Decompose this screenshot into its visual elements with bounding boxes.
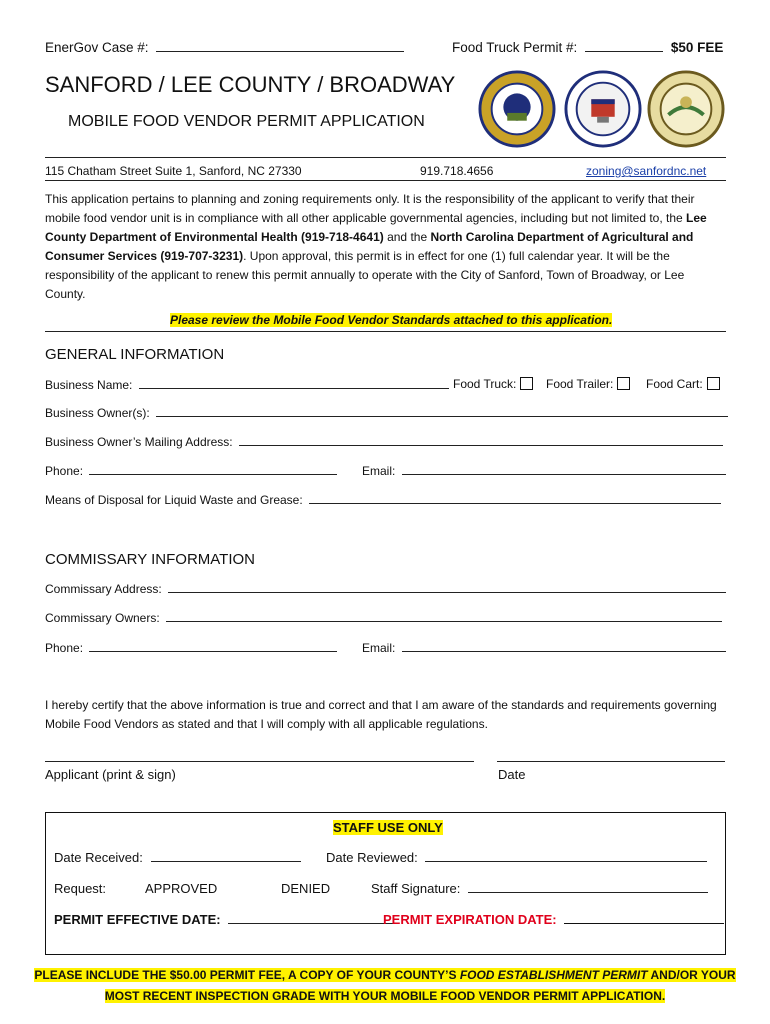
business-name-line[interactable] — [139, 377, 449, 389]
case-number-line[interactable] — [156, 40, 404, 52]
business-phone-field[interactable]: Phone: — [45, 463, 337, 478]
office-email-link[interactable]: zoning@sanfordnc.net — [586, 164, 707, 178]
permit-number-field[interactable] — [452, 40, 723, 55]
business-name-field[interactable]: Business Name: — [45, 377, 449, 392]
town-of-broadway-seal — [647, 70, 725, 148]
commissary-address-field[interactable]: Commissary Address: — [45, 581, 726, 596]
fee-label: $50 FEE — [670, 40, 724, 55]
commissary-owners-field[interactable]: Commissary Owners: — [45, 610, 722, 625]
review-note: Please review the Mobile Food Vendor Standards attached to this application. — [170, 313, 613, 327]
approved-option[interactable]: APPROVED — [145, 881, 218, 896]
footer-notice — [0, 965, 770, 1007]
general-info-heading: GENERAL INFORMATION — [45, 346, 225, 363]
permit-number-label: Food Truck Permit #: — [452, 40, 578, 55]
effective-date-field[interactable]: PERMIT EFFECTIVE DATE: — [54, 912, 398, 927]
food-truck-option[interactable]: Food Truck: — [453, 377, 533, 391]
footer-line-1: PLEASE INCLUDE THE $50.00 PERMIT FEE, A COPY OF YOUR COUNTY’S FOOD ESTABLISHMENT PERMIT AND/OR YOUR — [34, 968, 736, 982]
effective-date-line[interactable] — [228, 912, 398, 924]
commissary-address-line[interactable] — [168, 581, 726, 593]
staff-signature-field[interactable]: Staff Signature: — [371, 881, 708, 896]
expiration-date-line[interactable] — [564, 912, 724, 924]
request-label: Request: — [54, 881, 107, 896]
date-reviewed-line[interactable] — [425, 850, 707, 862]
agriculture-agency: North Carolina Department of Agricultural and Consumer Services (919-707-3231) — [45, 230, 694, 263]
office-address: 115 Chatham Street Suite 1, Sanford, NC 27330 — [45, 164, 302, 178]
business-owners-line[interactable] — [156, 405, 728, 417]
page-subtitle: MOBILE FOOD VENDOR PERMIT APPLICATION — [68, 113, 425, 130]
business-owners-field[interactable]: Business Owner(s): — [45, 405, 728, 420]
denied-option[interactable]: DENIED — [281, 881, 331, 896]
business-phone-line[interactable] — [89, 463, 337, 475]
food-cart-checkbox[interactable] — [707, 377, 720, 390]
food-truck-checkbox[interactable] — [520, 377, 533, 390]
mailing-address-line[interactable] — [239, 434, 723, 446]
environmental-health-agency: Lee County Department of Environmental Health (919-718-4641) — [45, 211, 707, 244]
contact-rule — [45, 180, 726, 181]
permit-number-line[interactable] — [585, 40, 663, 52]
intro-rule — [45, 331, 726, 332]
food-cart-option[interactable]: Food Cart: — [646, 377, 720, 391]
applicant-signature-line[interactable] — [45, 761, 474, 762]
date-received-line[interactable] — [151, 850, 301, 862]
certification-text: I hereby certify that the above information is true and correct and that I am aware of the standards and requirements governing Mobile Food Vendors as stated and that I will comply with all applicable regulations. — [45, 698, 717, 731]
applicant-date-line[interactable] — [497, 761, 725, 762]
date-label: Date — [498, 767, 526, 782]
commissary-phone-line[interactable] — [89, 640, 337, 652]
waste-disposal-line[interactable] — [309, 492, 721, 504]
lee-county-seal — [564, 70, 642, 148]
date-reviewed-field[interactable]: Date Reviewed: — [326, 850, 707, 865]
intro-paragraph: This application pertains to planning and zoning requirements only. It is the responsibility of the applicant to verify that their mobile food vendor unit is in compliance with all other applicable governmental agencies, including but not limited to, the Lee County Department of Environmental Health (919-718-4641) and the North Carolina Department of Agricultural and Consumer Services (919-707-3231). Upon approval, this permit is in effect for one (1) full calendar year. It will be the responsibility of the applicant to renew this permit annually to operate with the City of Sanford, Town of Broadway, or Lee County. — [45, 192, 707, 301]
office-phone: 919.718.4656 — [420, 164, 494, 178]
commissary-info-heading: COMMISSARY INFORMATION — [45, 551, 256, 568]
staff-signature-line[interactable] — [468, 881, 708, 893]
staff-use-title: STAFF USE ONLY — [333, 820, 443, 835]
food-trailer-option[interactable]: Food Trailer: — [546, 377, 630, 391]
header-rule — [45, 157, 726, 158]
mailing-address-field[interactable]: Business Owner’s Mailing Address: — [45, 434, 723, 449]
date-received-field[interactable]: Date Received: — [54, 850, 301, 865]
city-of-sanford-seal — [478, 70, 556, 148]
commissary-email-field[interactable]: Email: — [362, 640, 726, 655]
business-email-field[interactable]: Email: — [362, 463, 726, 478]
footer-line-2: MOST RECENT INSPECTION GRADE WITH YOUR MOBILE FOOD VENDOR PERMIT APPLICATION. — [104, 989, 666, 1003]
commissary-email-line[interactable] — [402, 640, 726, 652]
waste-disposal-field[interactable]: Means of Disposal for Liquid Waste and Grease: — [45, 492, 721, 507]
expiration-date-field[interactable]: PERMIT EXPIRATION DATE: — [383, 912, 724, 927]
food-trailer-checkbox[interactable] — [617, 377, 630, 390]
business-email-line[interactable] — [402, 463, 726, 475]
page-title: SANFORD / LEE COUNTY / BROADWAY — [45, 72, 456, 97]
case-number-label: EnerGov Case #: — [45, 40, 149, 55]
applicant-label: Applicant (print & sign) — [45, 767, 176, 782]
commissary-owners-line[interactable] — [166, 610, 722, 622]
case-number-field[interactable] — [45, 40, 404, 55]
commissary-phone-field[interactable]: Phone: — [45, 640, 337, 655]
